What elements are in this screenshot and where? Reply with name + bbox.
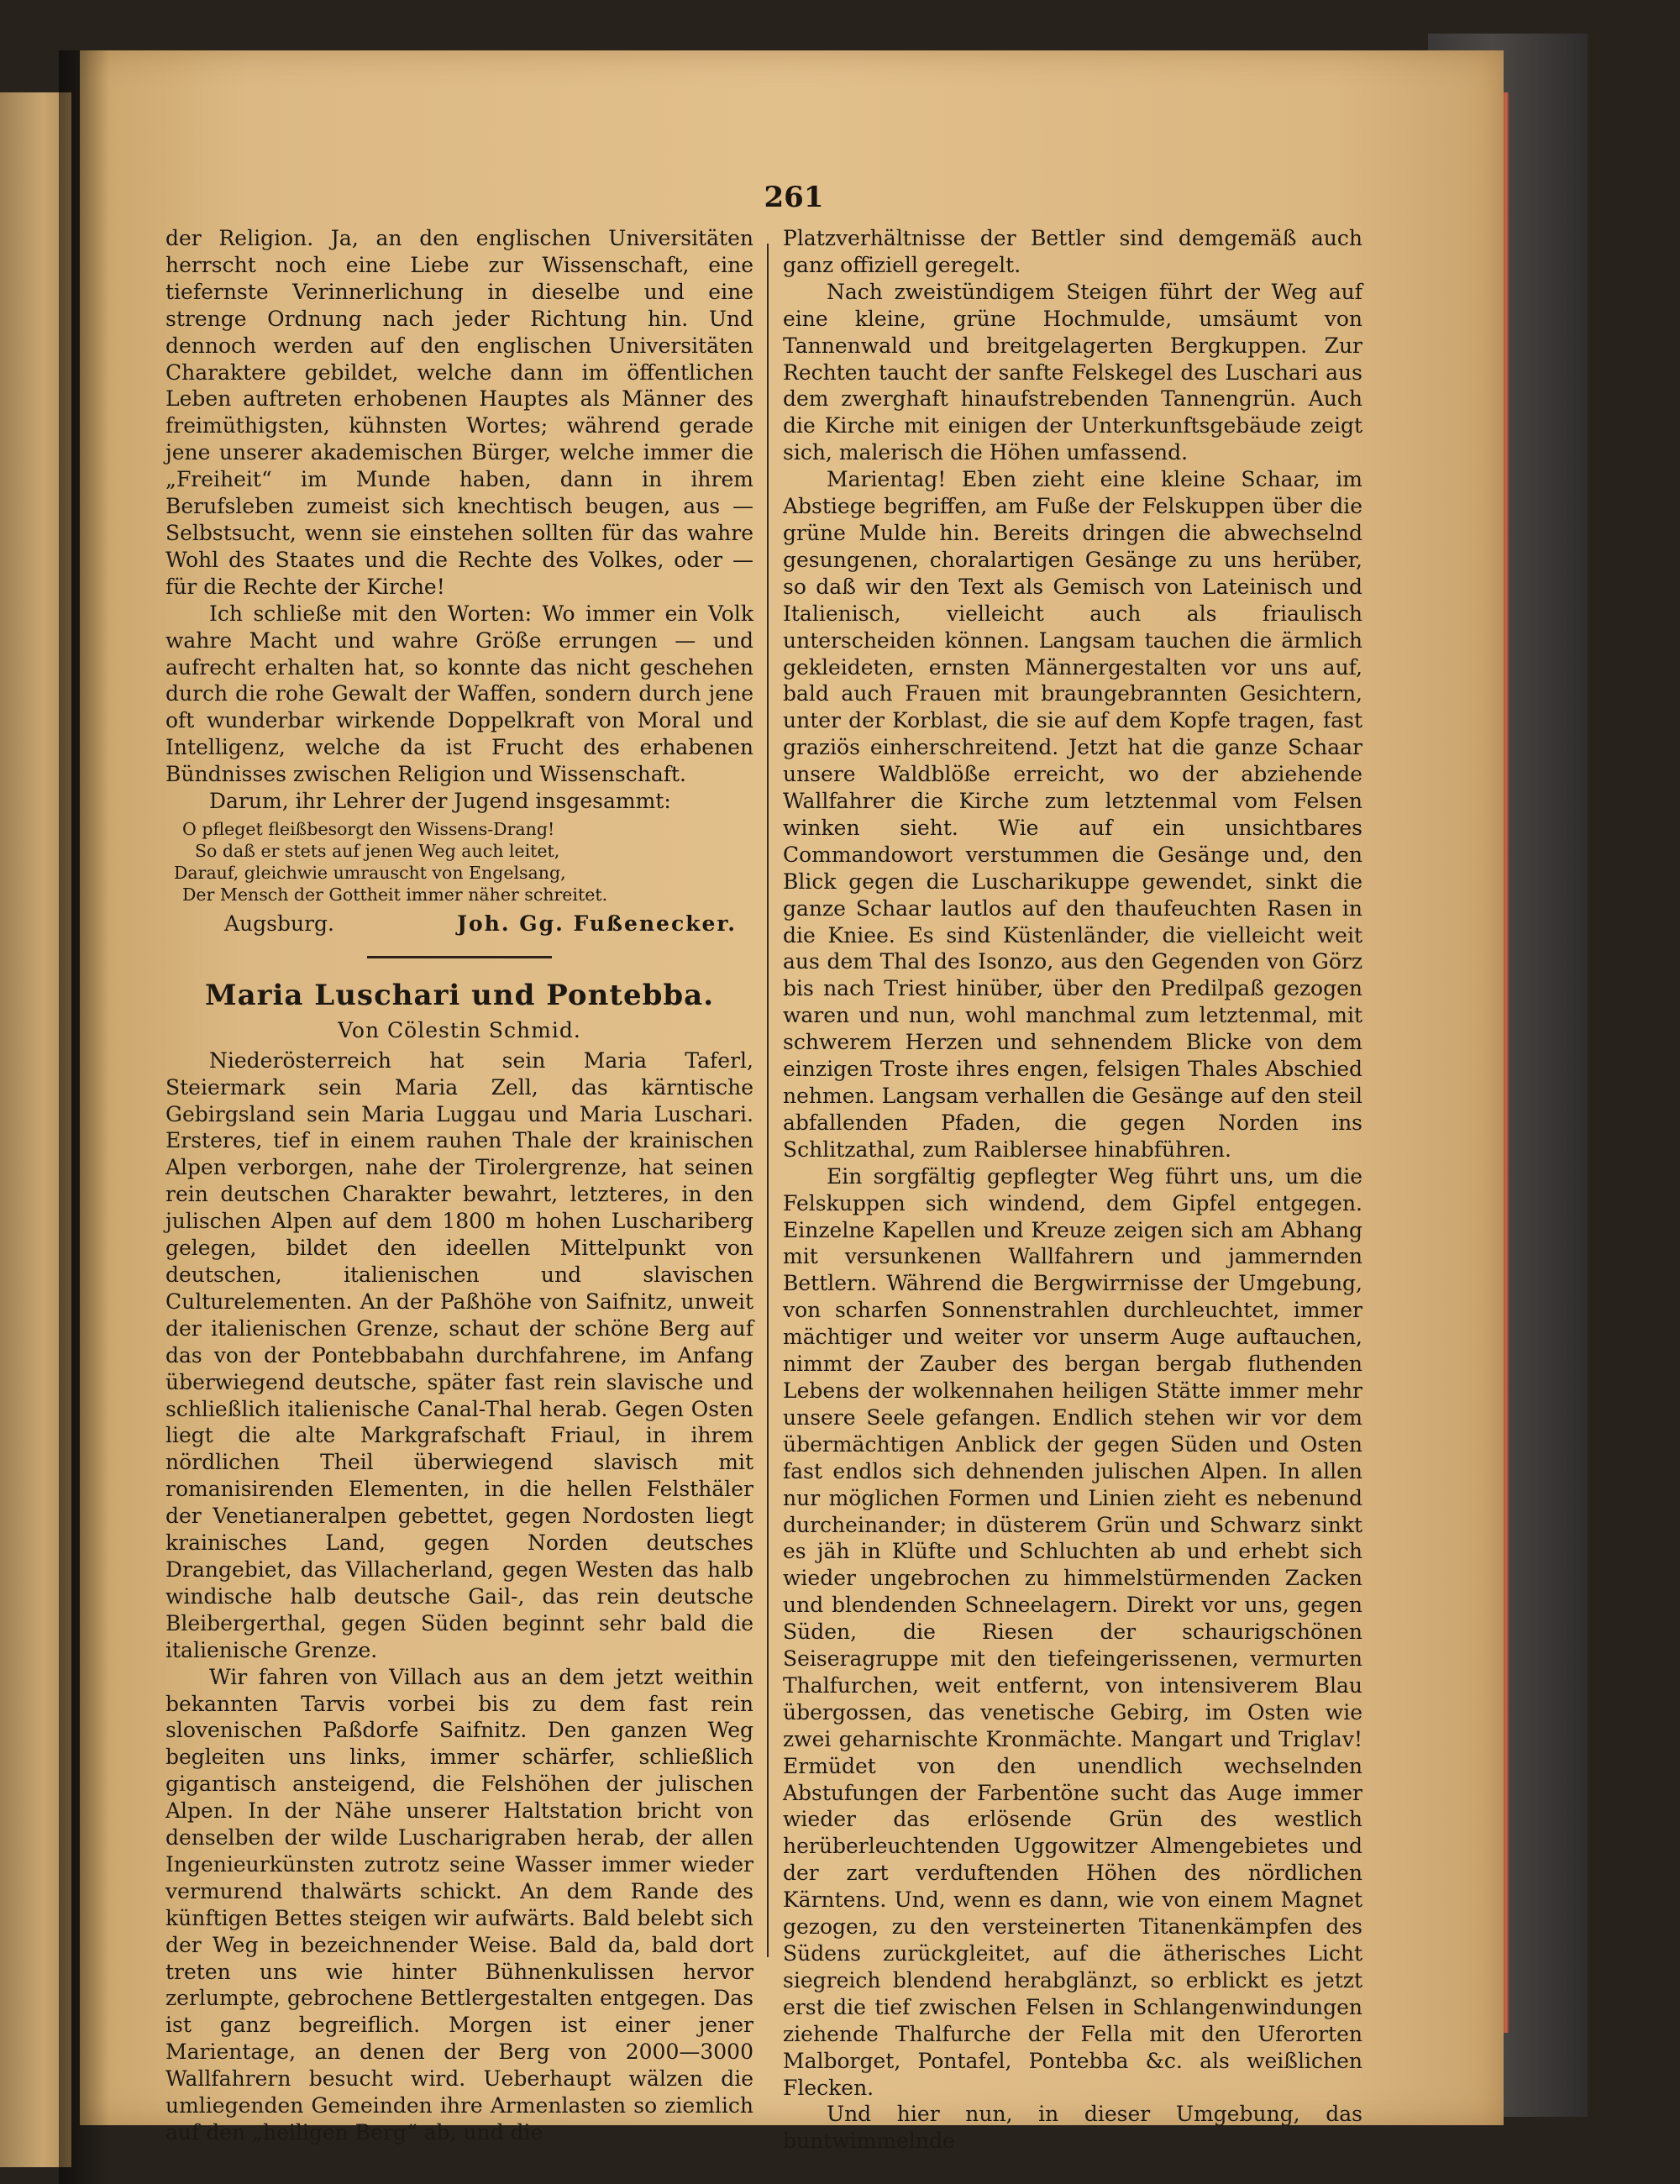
- signature: [165, 911, 753, 937]
- column-divider: [767, 244, 769, 1957]
- paragraph: Und hier nun, in dieser Umgebung, das buntwimmelnde: [783, 2102, 1362, 2154]
- paragraph: Ein sorgfältig gepflegter Weg führt uns, um die Felskuppen sich windend, dem Gipfel entgegen. Einzelne Kapellen und Kreuze zeigen sich am Abhang mit versunkenen Wallfahrern und jammernden Bettlern. Während die Bergwirrnisse der Umgebung, von scharfen Sonnenstrahlen durchleuchtet, immer mächtiger und weiter vor unserm Auge auftauchen, nimmt der Zauber des bergan bergab fluthenden Lebens der wolkennahen heiligen Stätte immer mehr unsere Seele gefangen. Endlich stehen wir vor dem übermächtigen Anblick der gegen Süden und Osten fast endlos sich dehnenden julischen Alpen. In allen nur möglichen Formen und Linien zieht es nebenund durcheinander; in düsterem Grün und Schwarz sinkt es jäh in Klüfte und Schluchten ab und erhebt sich wieder ungebrochen zu himmelstürmenden Zacken und blendenden Schneelagern. Direkt vor uns, gegen Süden, die Riesen der schaurigschönen Seiseragruppe mit den tiefeingerissenen, vermurten Thalfurchen, weit entfernt, von intensiverem Blau übergossen, das venetische Gebirg, im Osten wie zwei geharnischte Kronmächte. Mangart und Triglav! Ermüdet von den unendlich wechselnden Abstufungen der Farbentöne sucht das Auge immer wieder das erlösende Grün des westlich herüberleuchtenden Uggowitzer Almengebietes und der zart verduftenden Höhen des nördlichen Kärntens. Und, wenn es dann, wie von einem Magnet gezogen, zu den versteinerten Titanenkämpfen des Südens zurückgleitet, auf die ätherisches Licht siegreich blendend herabglänzt, so erblickt es jetzt erst die tief zwischen Felsen in Schlangenwindungen ziehende Thalfurche der Fella mit den Uferorten Malborget, Pontafel, Pontebba &c. als weißlichen Flecken.: [783, 1163, 1362, 2100]
- poem-line: So daß er stets auf jenen Weg auch leitet,: [195, 840, 560, 861]
- section-divider: [367, 956, 552, 958]
- paragraph: Ich schließe mit den Worten: Wo immer ein Volk wahre Macht und wahre Größe errungen — und aufrecht erhalten hat, so konnte das nicht geschehen durch die rohe Gewalt der Waffen, sondern durch jene oft wunderbar wirkende Doppelkraft von Moral und Intelligenz, welche da ist Frucht des erhabenen Bündnisses zwischen Religion und Wissenschaft.: [165, 601, 753, 787]
- poem-line: O pfleget fleißbesorgt den Wissens-Drang!: [182, 818, 555, 839]
- poem: [165, 818, 753, 906]
- paragraph: Wir fahren von Villach aus an dem jetzt weithin bekannten Tarvis vorbei bis zu dem fast rein slovenischen Paßdorfe Saifnitz. Den ganzen Weg begleiten uns links, immer schärfer, schließlich gigantisch ansteigend, die Felshöhen der julischen Alpen. In der Nähe unserer Haltstation bricht von denselben der wilde Luscharigraben herab, der allen Ingenieurkünsten zutrotz seine Wasser immer wieder vermurend thalwärts schickt. An dem Rande des künftigen Bettes steigen wir aufwärts. Bald belebt sich der Weg in bezeichnender Weise. Bald da, bald dort treten uns wie hinter Bühnenkulissen hervor zerlumpte, gebrochene Bettlergestalten entgegen. Das ist ganz begreiflich. Morgen ist einer jener Marientage, an denen der Berg von 2000—3000 Wallfahrern besucht wird. Ueberhaupt wälzen die umliegenden Gemeinden ihre Armenlasten so ziemlich auf den „heiligen Berg“ ab, und die: [165, 1664, 753, 2145]
- article-title: Maria Luschari und Pontebba.: [204, 978, 715, 1012]
- article-byline: Von Cölestin Schmid.: [338, 1017, 581, 1042]
- paragraph: Darum, ihr Lehrer der Jugend insgesammt:: [209, 789, 671, 814]
- signature-author: Joh. Gg. Fußenecker.: [457, 911, 737, 936]
- paragraph: Nach zweistündigem Steigen führt der Weg auf eine kleine, grüne Hochmulde, umsäumt von Tannenwald und breitgelagerten Bergkuppen. Zur Rechten taucht der sanfte Felskegel des Luschari aus dem zwerghaft hinaufstrebenden Tannengrün. Auch die Kirche mit einigen der Unterkunftsgebäude zeigt sich, malerisch die Höhen umfassend.: [783, 279, 1362, 465]
- poem-line: Der Mensch der Gottheit immer näher schreitet.: [182, 884, 608, 905]
- paragraph: der Religion. Ja, an den englischen Universitäten herrscht noch eine Liebe zur Wissenschaft, eine tiefernste Verinnerlichung in dieselbe und eine strenge Ordnung nach jeder Richtung hin. Und dennoch werden auf den englischen Universitäten Charaktere gebildet, welche dann im öffentlichen Leben auftreten erhobenen Hauptes als Männer des freimüthigsten, kühnsten Wortes; während gerade jene unserer akademischen Bürger, welche immer die „Freiheit“ im Munde haben, dann in ihrem Berufsleben zumeist sich knechtisch beugen, aus — Selbstsucht, wenn sie einstehen sollten für das wahre Wohl des Staates und die Rechte des Volkes, oder — für die Rechte der Kirche!: [165, 226, 753, 599]
- signature-place: Augsburg.: [224, 911, 334, 936]
- paragraph: Platzverhältnisse der Bettler sind demgemäß auch ganz offiziell geregelt.: [783, 226, 1362, 277]
- paragraph: Marientag! Eben zieht eine kleine Schaar, im Abstiege begriffen, am Fuße der Felskuppen über die grüne Mulde hin. Bereits dringen die abwechselnd gesungenen, choralartigen Gesänge zu uns herüber, so daß wir den Text als Gemisch von Lateinisch und Italienisch, vielleicht auch als friaulisch unterscheiden können. Langsam tauchen die ärmlich gekleideten, ernsten Männergestalten vor uns auf, bald auch Frauen mit braungebrannten Gesichtern, unter der Korblast, die sie auf dem Kopfe tragen, fast graziös einherschreitend. Jetzt hat die ganze Schaar unsere Waldblöße erreicht, wo der abziehende Wallfahrer die Kirche zum letztenmal vom Felsen winken sieht. Wie auf ein unsichtbares Commandowort verstummen die Gesänge und, den Blick gegen die Luscharikuppe gewendet, sinkt die ganze Schaar lautlos auf den thaufeuchten Rasen in die Kniee. Es sind Küstenländer, die vielleicht weit aus dem Thal des Isonzo, aus den Gegenden von Görz bis nach Triest hinüber, über den Predilpaß gezogen waren und nun, wohl manchmal zum letztenmal, mit schwerem Herzen und sehnendem Blicke von dem einzigen Troste ihres engen, felsigen Thales Abschied nehmen. Langsam verhallen die Gesänge auf den steil abfallenden Pfaden, die gegen Norden ins Schlitzathal, zum Raiblersee hinabführen.: [783, 467, 1362, 1162]
- page-number: 261: [764, 181, 824, 214]
- poem-line: Darauf, gleichwie umrauscht von Engelsang,: [174, 862, 566, 883]
- left-column: [165, 225, 753, 2146]
- paragraph: Niederösterreich hat sein Maria Taferl, Steiermark sein Maria Zell, das kärntische Gebirgsland sein Maria Luggau und Maria Luschari. Ersteres, tief in einem rauhen Thale der krainischen Alpen verborgen, nahe der Tirolergrenze, hat seinen rein deutschen Charakter bewahrt, letzteres, in den julischen Alpen auf dem 1800 m hohen Luschariberg gelegen, bildet den ideellen Mittelpunkt von deutschen, italienischen und slavischen Culturelementen. An der Paßhöhe von Saifnitz, unweit der italienischen Grenze, schaut der schöne Berg auf das von der Pontebbabahn durchfahrene, im Anfang überwiegend deutsche, später fast rein slavische und schließlich italienische Canal-Thal herab. Gegen Osten liegt die alte Markgrafschaft Friaul, in ihrem nördlichen Theil überwiegend slavisch mit romanisirenden Elementen, in die hellen Felsthäler der Venetianeralpen gebettet, gegen Nordosten liegt krainisches Land, gegen Norden deutsches Drangebiet, das Villacherland, gegen Westen das halb windische halb deutsche Gail-, das rein deutsche Bleibergerthal, gegen Süden beginnt sehr bald die italienische Grenze.: [165, 1047, 753, 1662]
- spine-shadow: [59, 50, 109, 2184]
- right-column: [783, 225, 1362, 2155]
